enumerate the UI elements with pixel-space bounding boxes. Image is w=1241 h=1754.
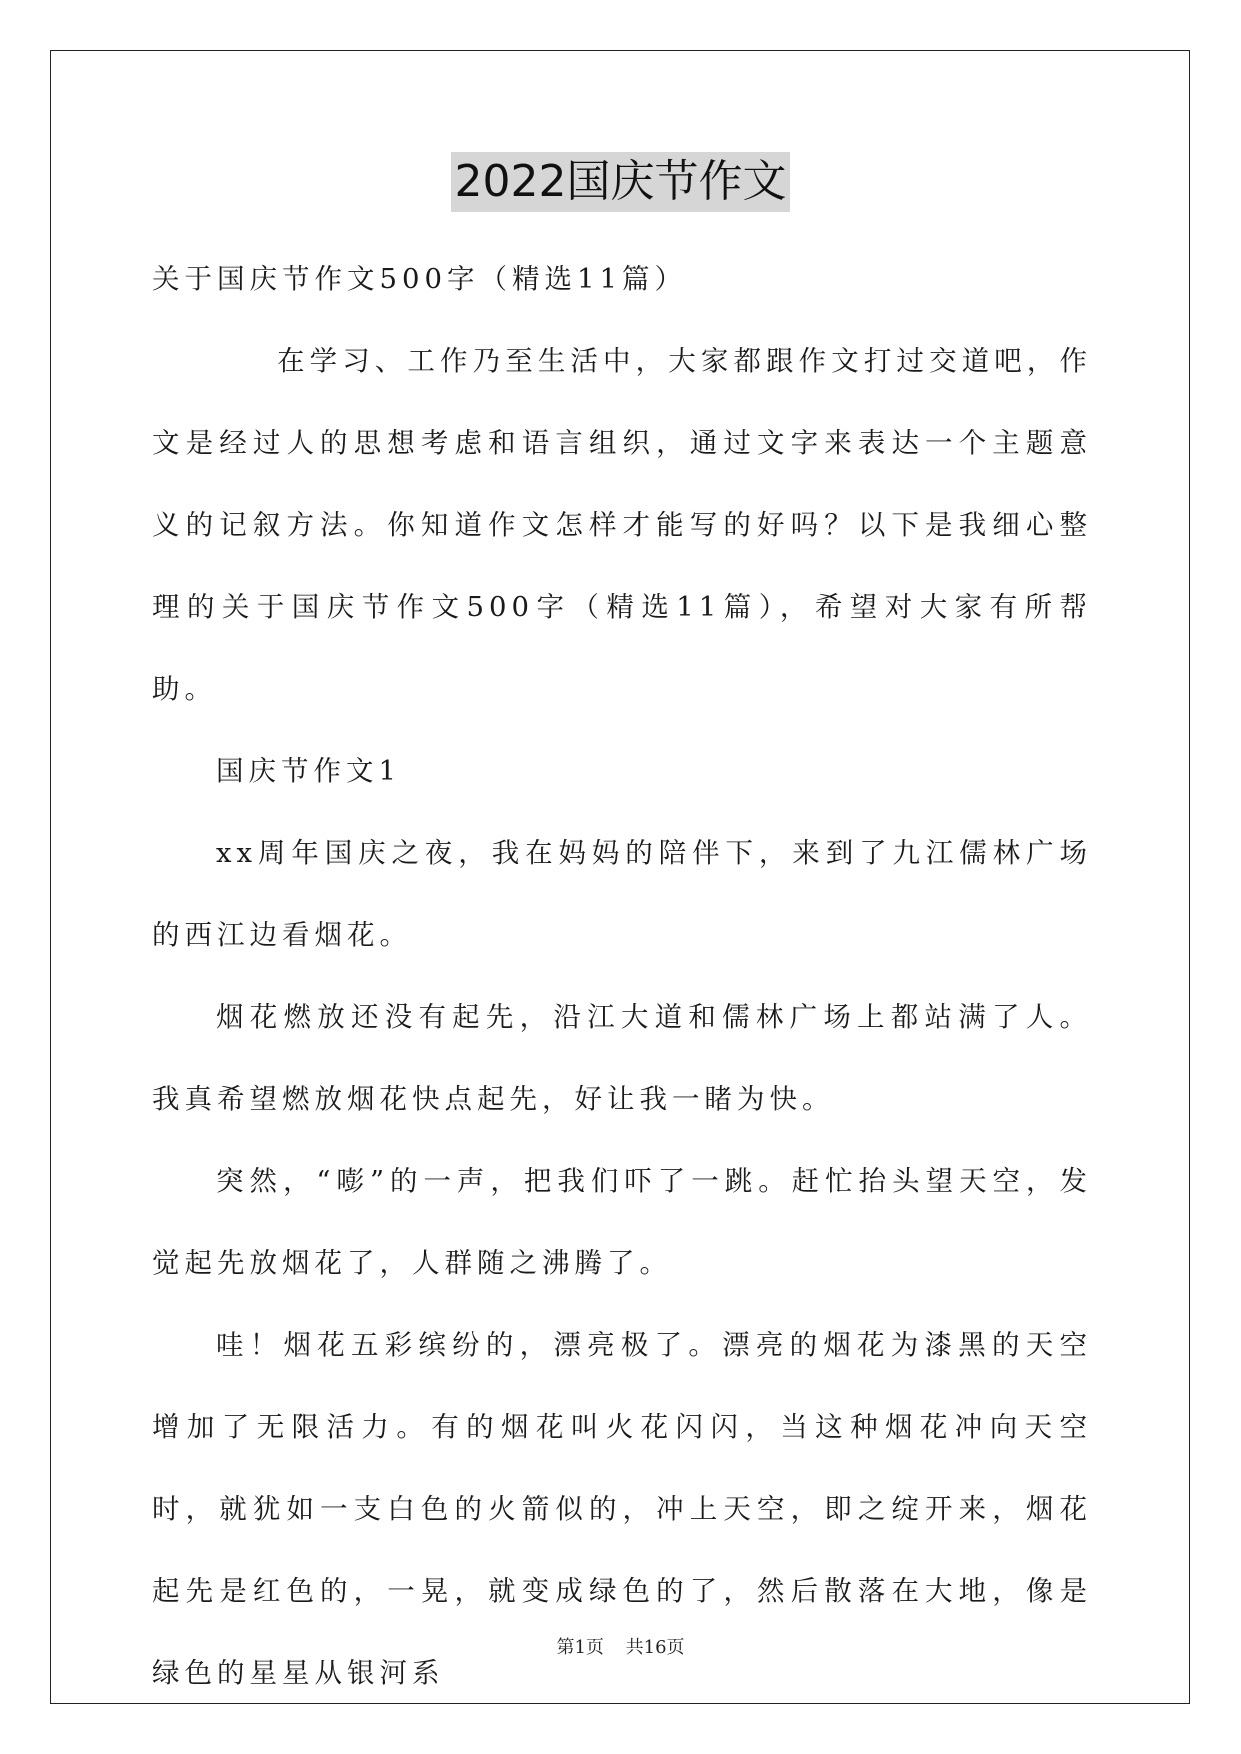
body-paragraph: 哇！烟花五彩缤纷的，漂亮极了。漂亮的烟花为漆黑的天空增加了无限活力。有的烟花叫火花闪闪，当这种烟花冲向天空时，就犹如一支白色的火箭似的，冲上天空，即之绽开来，烟花起先是红色的，一晃，就变成绿色的了，然后散落在大地，像是绿色的星星从银河系	[152, 1329, 1092, 1689]
title-container	[0, 152, 1241, 212]
document-subtitle: 关于国庆节作文500字（精选11篇）	[152, 263, 687, 295]
section-heading: 国庆节作文1	[216, 755, 401, 787]
page-number: 第1页	[556, 1637, 604, 1658]
body-paragraph: 烟花燃放还没有起先，沿江大道和儒林广场上都站满了人。我真希望燃放烟花快点起先，好让我一睹为快。	[152, 1001, 1092, 1115]
intro-paragraph: 在学习、工作乃至生活中，大家都跟作文打过交道吧，作文是经过人的思想考虑和语言组织，通过文字来表达一个主题意义的记叙方法。你知道作文怎样才能写的好吗？以下是我细心整理的关于国庆节作文500字（精选11篇），希望对大家有所帮助。	[152, 345, 1092, 705]
document-title: 2022国庆节作文	[451, 152, 791, 212]
body-paragraph: 突然，“嘭”的一声，把我们吓了一跳。赶忙抬头望天空，发觉起先放烟花了，人群随之沸腾了。	[152, 1165, 1092, 1279]
body-paragraph: xx周年国庆之夜，我在妈妈的陪伴下，来到了九江儒林广场的西江边看烟花。	[152, 837, 1092, 951]
page-footer	[0, 1633, 1241, 1659]
page-total: 共16页	[625, 1637, 685, 1658]
document-body	[152, 238, 1092, 1714]
